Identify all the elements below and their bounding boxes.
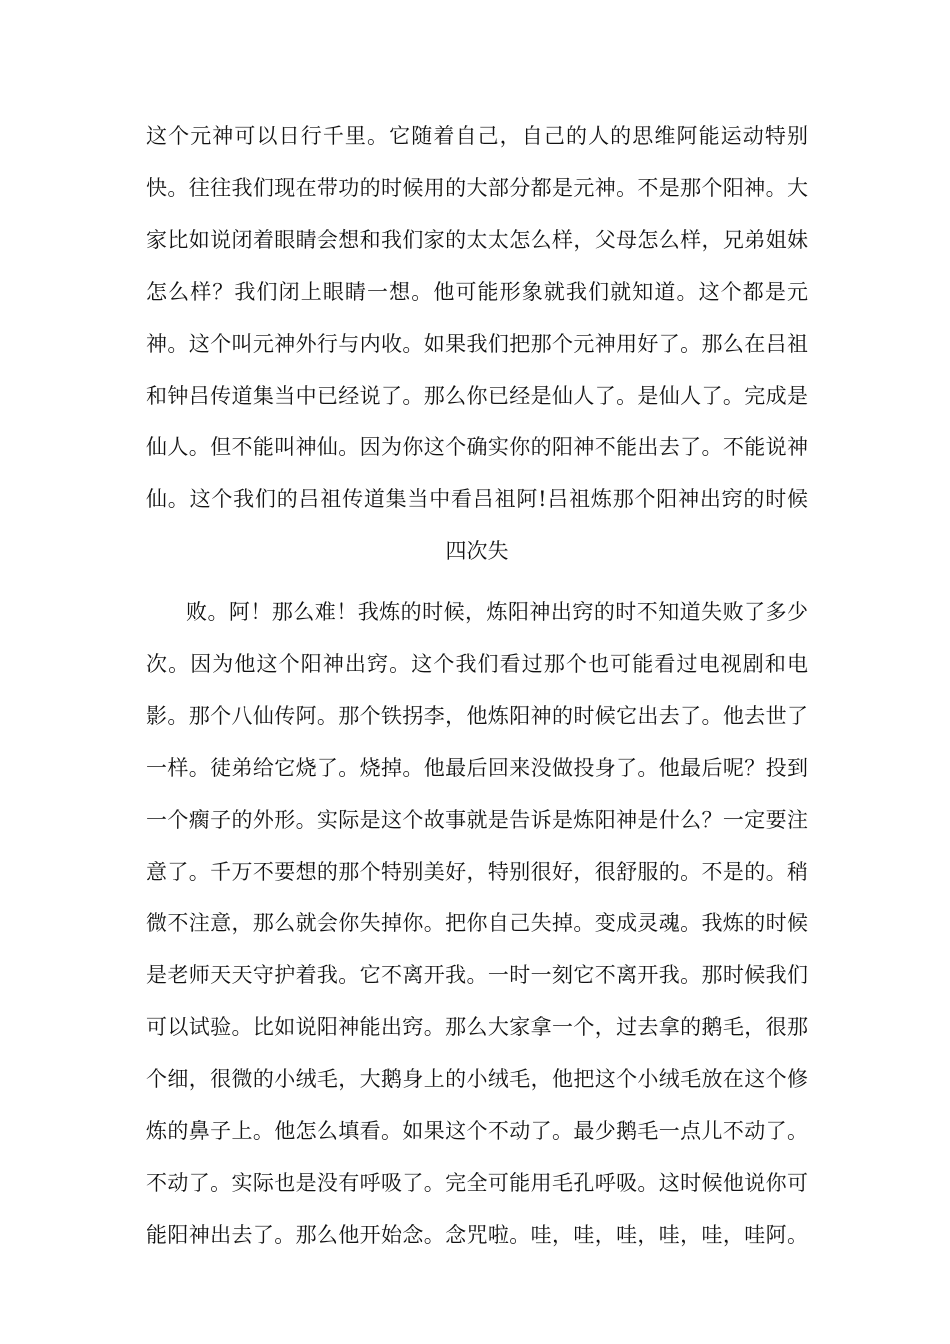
text-line: 炼的鼻子上。他怎么填看。如果这个不动了。最少鹅毛一点儿不动了。 [146,1119,808,1143]
text-line: 快。往往我们现在带功的时候用的大部分都是元神。不是那个阳神。大 [146,176,808,200]
text-line: 不动了。实际也是没有呼吸了。完全可能用毛孔呼吸。这时候他说你可 [146,1171,808,1195]
text-line: 个细，很微的小绒毛，大鹅身上的小绒毛，他把这个小绒毛放在这个修 [146,1067,808,1091]
text-line: 影。那个八仙传阿。那个铁拐李，他炼阳神的时候它出去了。他去世了 [146,704,808,728]
text-line: 怎么样？我们闭上眼睛一想。他可能形象就我们就知道。这个都是元 [146,280,808,304]
text-line: 次。因为他这个阳神出窍。这个我们看过那个也可能看过电视剧和电 [146,652,808,676]
text-line: 家比如说闭着眼睛会想和我们家的太太怎么样，父母怎么样，兄弟姐妹 [146,228,808,252]
text-line: 败。阿！那么难！我炼的时候，炼阳神出窍的时不知道失败了多少 [186,600,808,624]
text-line: 能阳神出去了。那么他开始念。念咒啦。哇，哇，哇，哇，哇，哇阿。 [146,1223,808,1247]
text-line: 是老师天天守护着我。它不离开我。一时一刻它不离开我。那时候我们 [146,963,808,987]
text-line: 可以试验。比如说阳神能出窍。那么大家拿一个，过去拿的鹅毛，很那 [146,1015,808,1039]
text-line: 仙。这个我们的吕祖传道集当中看吕祖阿!吕祖炼那个阳神出窍的时候 [146,487,808,511]
text-line: 一样。徒弟给它烧了。烧掉。他最后回来没做投身了。他最后呢？投到 [146,756,808,780]
text-line: 这个元神可以日行千里。它随着自己，自己的人的思维阿能运动特别 [146,124,808,148]
text-line: 和钟吕传道集当中已经说了。那么你已经是仙人了。是仙人了。完成是 [146,384,808,408]
text-line: 神。这个叫元神外行与内收。如果我们把那个元神用好了。那么在吕祖 [146,332,808,356]
text-line: 仙人。但不能叫神仙。因为你这个确实你的阳神不能出去了。不能说神 [146,435,808,459]
text-line: 意了。千万不要想的那个特别美好，特别很好，很舒服的。不是的。稍 [146,860,808,884]
text-line: 四次失 [445,539,509,563]
text-line: 微不注意，那么就会你失掉你。把你自己失掉。变成灵魂。我炼的时候 [146,911,808,935]
text-line: 一个瘸子的外形。实际是这个故事就是告诉是炼阳神是什么？一定要注 [146,808,808,832]
